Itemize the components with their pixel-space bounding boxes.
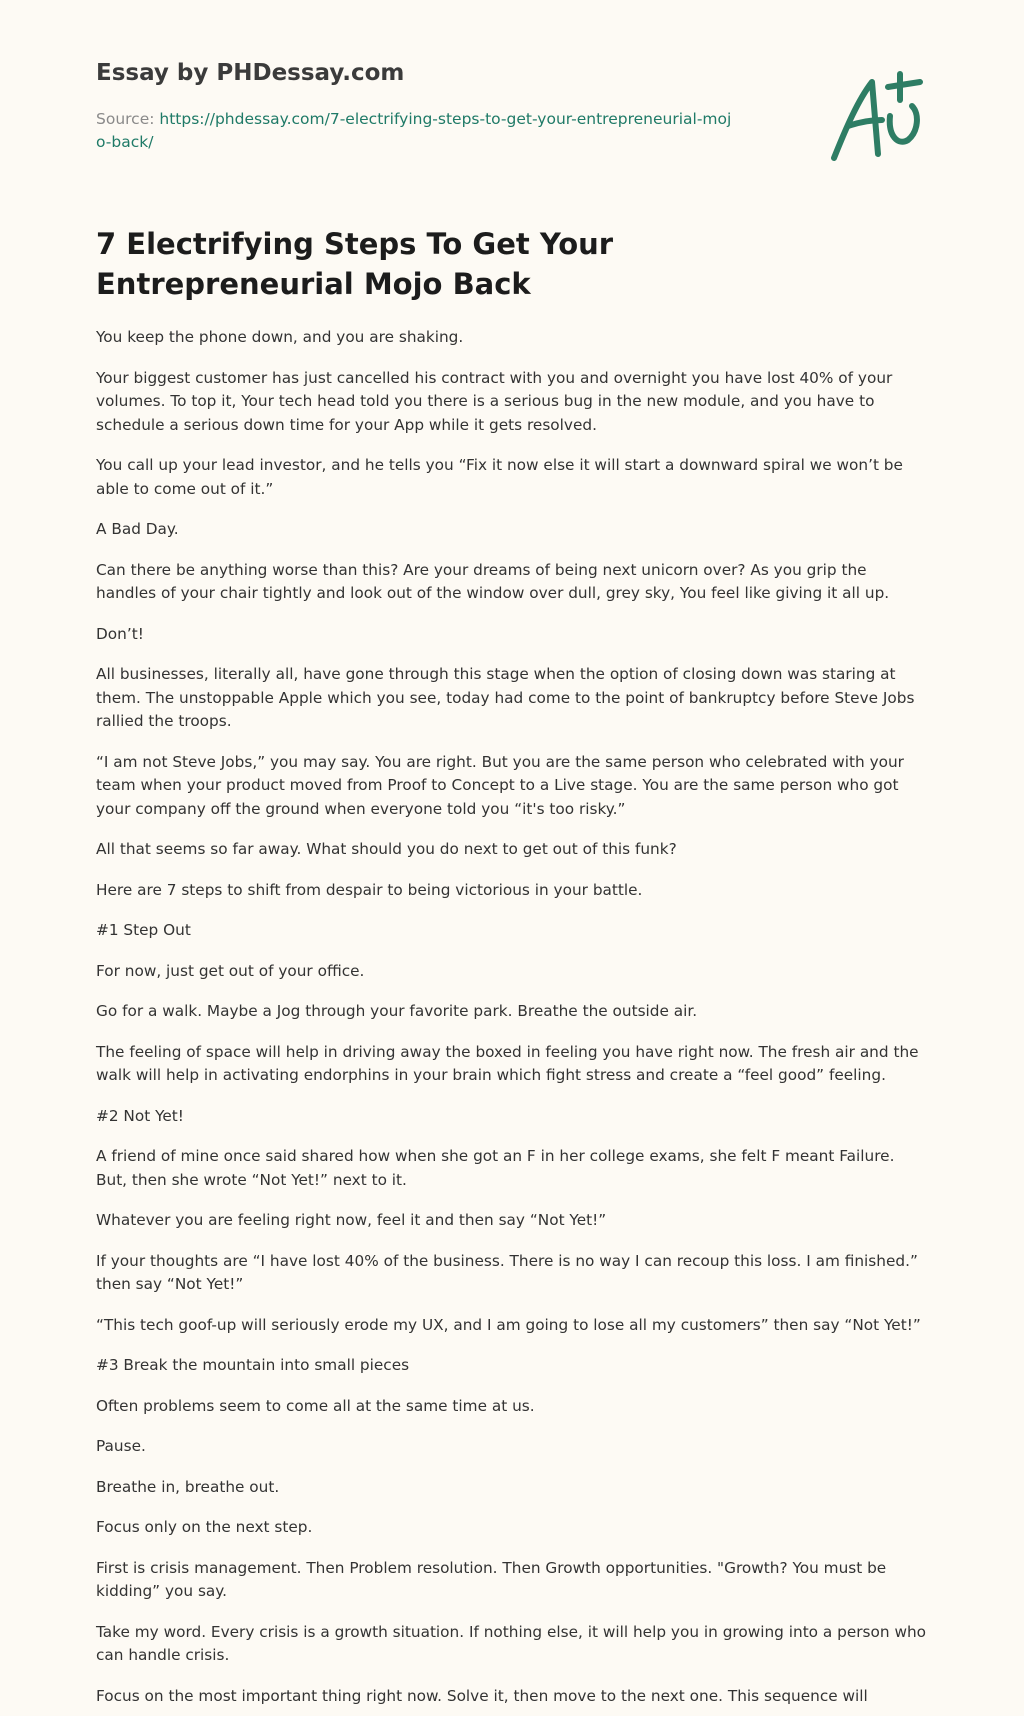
essay-paragraph: The feeling of space will help in driving away the boxed in feeling you have right now. The fresh air and the walk will help in activating endorphins in your brain which fight stress and create a “feel good” feeling. xyxy=(96,1042,919,1084)
a-plus-logo-icon xyxy=(828,70,928,166)
essay-paragraph: Your biggest customer has just cancelled his contract with you and overnight you have lost 40% of your volumes. To top it, Your tech head told you there is a serious bug in the new module, and you have to schedule a serious down time for your App while it gets resolved. xyxy=(96,368,893,434)
essay-paragraph: Go for a walk. Maybe a Jog through your favorite park. Breathe the outside air. xyxy=(96,1002,698,1020)
essay-paragraph: A Bad Day. xyxy=(96,520,179,538)
essay-paragraph: “I am not Steve Jobs,” you may say. You are right. But you are the same person who celebrated with your team when your product moved from Proof to Concept to a Live stage. You are the same person who got your company off the ground when everyone told you “it's too risky.” xyxy=(96,752,904,818)
essay-paragraph: Focus on the most important thing right now. Solve it, then move to the next one. This sequence will xyxy=(96,1686,868,1705)
essay-paragraph: Take my word. Every crisis is a growth situation. If nothing else, it will help you in growing into a person who can handle crisis. xyxy=(96,1622,927,1664)
essay-paragraph: “This tech goof-up will seriously erode my UX, and I am going to lose all my customers” then say “Not Yet!” xyxy=(96,1315,921,1334)
site-brand: Essay by PHDessay.com xyxy=(96,60,405,86)
essay-paragraph: Pause. xyxy=(96,1437,146,1455)
source-label: Source: xyxy=(96,110,160,128)
essay-paragraph: You call up your lead investor, and he tells you “Fix it now else it will start a downward spiral we won’t be able to come out of it.” xyxy=(96,456,903,498)
document-header xyxy=(96,0,928,200)
essay-paragraph: All that seems so far away. What should you do next to get out of this funk? xyxy=(96,840,677,858)
essay-paragraph: Can there be anything worse than this? Are your dreams of being next unicorn over? As you grip the handles of your chair tightly and look out of the window over dull, grey sky, You feel like giving it all up. xyxy=(96,560,890,602)
essay-body xyxy=(96,326,928,1708)
essay-paragraph: #1 Step Out xyxy=(96,921,191,939)
source-line xyxy=(96,108,736,154)
essay-paragraph: All businesses, literally all, have gone through this stage when the option of closing down was staring at them. The unstoppable Apple which you see, today had come to the point of bankruptcy before Steve Jobs rallied the troops. xyxy=(96,665,915,730)
essay-paragraph: Whatever you are feeling right now, feel it and then say “Not Yet!” xyxy=(96,1211,607,1229)
essay-paragraph: Don’t! xyxy=(96,624,144,643)
essay-paragraph: #3 Break the mountain into small pieces xyxy=(96,1356,410,1374)
source-link[interactable]: https://phdessay.com/7-electrifying-steps-to-get-your-entrepreneurial-mojo-back/ xyxy=(96,110,732,151)
essay-paragraph: #2 Not Yet! xyxy=(96,1106,184,1125)
essay-paragraph: For now, just get out of your office. xyxy=(96,961,365,980)
essay-paragraph: Breathe in, breathe out. xyxy=(96,1477,280,1496)
essay-paragraph: If your thoughts are “I have lost 40% of the business. There is no way I can recoup this loss. I am finished.” then say “Not Yet!” xyxy=(96,1251,918,1293)
essay-paragraph: Often problems seem to come all at the same time at us. xyxy=(96,1396,535,1415)
essay-paragraph: Here are 7 steps to shift from despair to being victorious in your battle. xyxy=(96,880,643,899)
essay-paragraph: You keep the phone down, and you are shaking. xyxy=(96,328,464,346)
essay-title: 7 Electrifying Steps To Get Your Entrepreneurial Mojo Back xyxy=(96,227,614,301)
essay-paragraph: Focus only on the next step. xyxy=(96,1518,313,1536)
essay-paragraph: A friend of mine once said shared how when she got an F in her college exams, she felt F meant Failure. But, then she wrote “Not Yet!” next to it. xyxy=(96,1147,895,1189)
essay-paragraph: First is crisis management. Then Problem resolution. Then Growth opportunities. "Growth? You must be kidding” you say. xyxy=(96,1558,887,1600)
